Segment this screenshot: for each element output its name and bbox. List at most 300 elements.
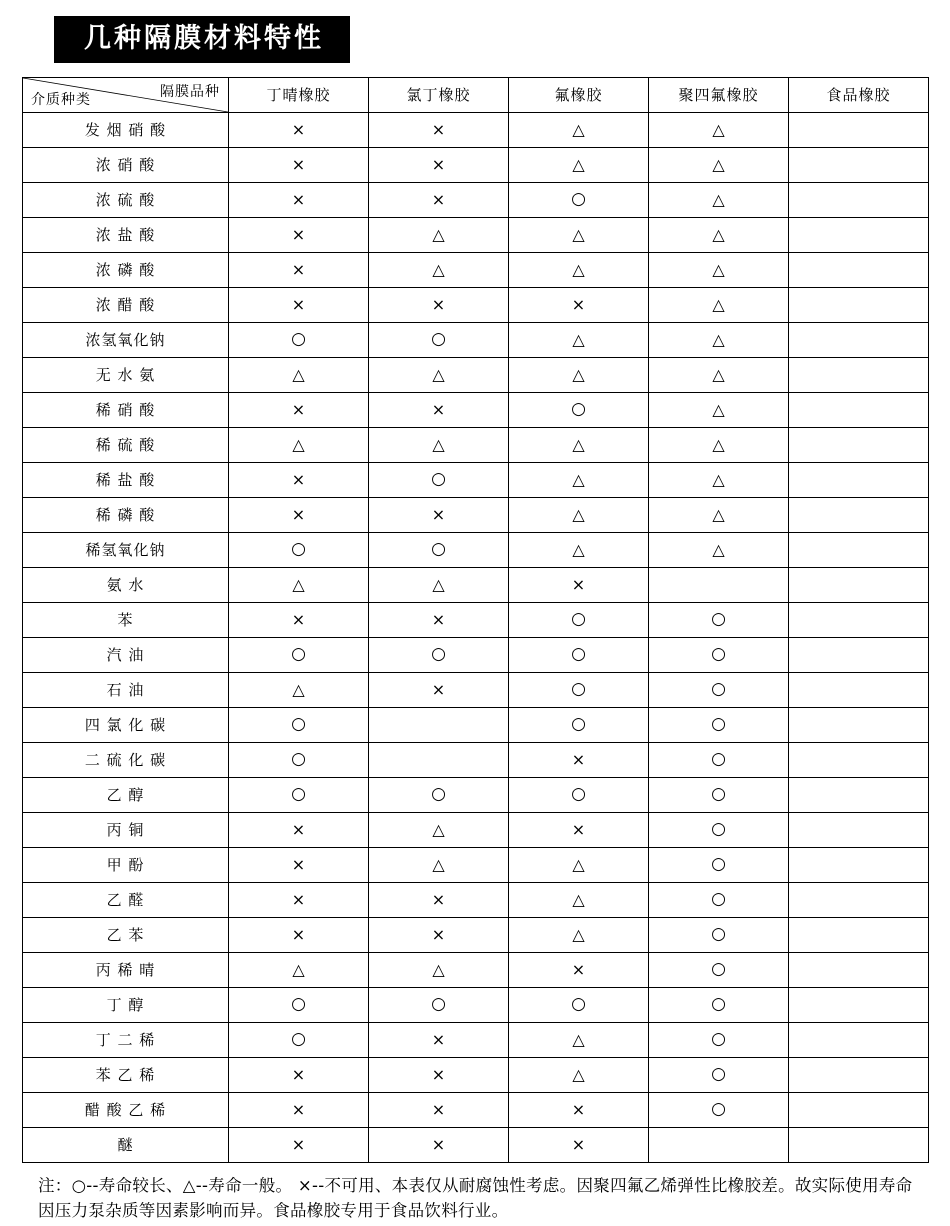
table-cell [509, 987, 649, 1022]
rating-symbol: ○ [711, 924, 726, 945]
rating-symbol: × [291, 819, 306, 839]
rating-symbol: △ [572, 259, 585, 279]
table-cell [789, 112, 929, 147]
table-cell [789, 987, 929, 1022]
table-cell [509, 392, 649, 427]
rating-symbol: ○ [431, 539, 446, 560]
rating-symbol: ○ [711, 714, 726, 735]
rating-symbol: △ [572, 224, 585, 244]
corner-label-media: 介质种类 [31, 91, 91, 108]
table-row [23, 637, 929, 672]
row-media-label: 四 氯 化 碳 [23, 707, 229, 742]
rating-symbol: ○ [571, 784, 586, 805]
table-cell [789, 462, 929, 497]
table-cell [789, 1092, 929, 1127]
row-media-label: 苯 [23, 602, 229, 637]
table-cell [369, 917, 509, 952]
table-cell [509, 147, 649, 182]
table-cell [229, 532, 369, 567]
rating-symbol: △ [712, 469, 725, 489]
table-cell [229, 882, 369, 917]
table-cell [789, 1057, 929, 1092]
table-cell [789, 777, 929, 812]
rating-symbol: ○ [711, 889, 726, 910]
rating-symbol: × [291, 889, 306, 909]
row-media-label: 石 油 [23, 672, 229, 707]
table-cell [649, 567, 789, 602]
table-cell [789, 532, 929, 567]
table-row [23, 1127, 929, 1162]
table-header [23, 77, 929, 112]
row-media-label: 甲 酚 [23, 847, 229, 882]
rating-symbol: × [431, 504, 446, 524]
table-cell [229, 357, 369, 392]
table-cell [369, 637, 509, 672]
rating-symbol: △ [572, 539, 585, 559]
table-cell [509, 952, 649, 987]
rating-symbol: △ [712, 329, 725, 349]
table-cell [509, 812, 649, 847]
table-cell [509, 637, 649, 672]
table-cell [229, 497, 369, 532]
table-row [23, 182, 929, 217]
row-media-label: 醋 酸 乙 稀 [23, 1092, 229, 1127]
table-cell [789, 427, 929, 462]
table-cell [789, 287, 929, 322]
table-cell [789, 1127, 929, 1162]
table-cell [649, 637, 789, 672]
rating-symbol: ○ [711, 1029, 726, 1050]
table-cell [509, 182, 649, 217]
table-cell [229, 952, 369, 987]
table-cell [369, 532, 509, 567]
rating-symbol: ○ [291, 539, 306, 560]
table-row [23, 882, 929, 917]
table-cell [509, 707, 649, 742]
rating-symbol: × [291, 294, 306, 314]
table-cell [229, 917, 369, 952]
rating-symbol: × [291, 119, 306, 139]
table-cell [369, 567, 509, 602]
table-cell [649, 1127, 789, 1162]
table-cell [509, 287, 649, 322]
table-row [23, 462, 929, 497]
rating-symbol: × [431, 1099, 446, 1119]
rating-symbol: ○ [571, 189, 586, 210]
table-row [23, 357, 929, 392]
table-cell [789, 917, 929, 952]
rating-symbol: × [291, 924, 306, 944]
table-cell [789, 567, 929, 602]
table-row [23, 427, 929, 462]
table-cell [509, 532, 649, 567]
column-header-material-3: 聚四氟橡胶 [649, 77, 789, 112]
table-cell [229, 742, 369, 777]
table-row [23, 812, 929, 847]
rating-symbol: × [431, 119, 446, 139]
table-body [23, 112, 929, 1162]
rating-symbol: △ [572, 1029, 585, 1049]
table-row [23, 1022, 929, 1057]
rating-symbol: ○ [711, 644, 726, 665]
rating-symbol: △ [712, 364, 725, 384]
footnote: 注：○--寿命较长、△--寿命一般。 ×--不可用、本表仅从耐腐蚀性考虑。因聚四氟乙烯弹性比橡胶差。故实际使用寿命因压力泵杂质等因素影响而异。食品橡胶专用于食品饮料行业。 [38, 1175, 913, 1221]
table-cell [649, 602, 789, 637]
table-cell [649, 252, 789, 287]
table-row [23, 1057, 929, 1092]
rating-symbol: △ [432, 854, 445, 874]
table-cell [789, 952, 929, 987]
table-row [23, 1092, 929, 1127]
table-row [23, 987, 929, 1022]
rating-symbol: × [431, 889, 446, 909]
rating-symbol: △ [572, 889, 585, 909]
rating-symbol: △ [712, 189, 725, 209]
row-media-label: 氨 水 [23, 567, 229, 602]
table-cell [229, 987, 369, 1022]
table-cell [229, 392, 369, 427]
table-cell [649, 1022, 789, 1057]
table-row [23, 532, 929, 567]
table-cell [229, 1022, 369, 1057]
table-cell [369, 497, 509, 532]
table-cell [789, 322, 929, 357]
corner-label-material: 隔膜品种 [160, 83, 220, 100]
rating-symbol: × [431, 1029, 446, 1049]
rating-symbol: × [431, 1134, 446, 1154]
table-cell [229, 462, 369, 497]
rating-symbol: ○ [711, 749, 726, 770]
table-row [23, 567, 929, 602]
table-cell [649, 182, 789, 217]
row-media-label: 稀氢氧化钠 [23, 532, 229, 567]
table-cell [649, 322, 789, 357]
row-media-label: 稀 盐 酸 [23, 462, 229, 497]
rating-symbol: × [291, 469, 306, 489]
rating-symbol: × [431, 399, 446, 419]
table-row [23, 847, 929, 882]
rating-symbol: ○ [291, 994, 306, 1015]
rating-symbol: △ [432, 819, 445, 839]
rating-symbol: △ [712, 119, 725, 139]
rating-symbol: × [291, 1099, 306, 1119]
rating-symbol: △ [572, 469, 585, 489]
rating-symbol: × [431, 679, 446, 699]
row-media-label: 浓氢氧化钠 [23, 322, 229, 357]
table-cell [649, 147, 789, 182]
rating-symbol: ○ [711, 854, 726, 875]
rating-symbol: × [291, 1134, 306, 1154]
table-cell [369, 357, 509, 392]
row-media-label: 稀 磷 酸 [23, 497, 229, 532]
table-cell [369, 112, 509, 147]
rating-symbol: ○ [711, 1099, 726, 1120]
table-row [23, 707, 929, 742]
rating-symbol: ○ [711, 679, 726, 700]
row-media-label: 浓 硝 酸 [23, 147, 229, 182]
table-cell [509, 322, 649, 357]
rating-symbol: △ [432, 959, 445, 979]
rating-symbol: ○ [711, 994, 726, 1015]
table-row [23, 602, 929, 637]
rating-symbol: × [571, 294, 586, 314]
table-cell [369, 602, 509, 637]
table-cell [649, 952, 789, 987]
table-cell [649, 917, 789, 952]
table-cell [229, 1057, 369, 1092]
column-header-material-2: 氟橡胶 [509, 77, 649, 112]
rating-symbol: ○ [711, 609, 726, 630]
table-cell [509, 847, 649, 882]
rating-symbol: △ [712, 224, 725, 244]
table-cell [369, 952, 509, 987]
table-cell [789, 742, 929, 777]
rating-symbol: △ [572, 924, 585, 944]
rating-symbol: × [291, 259, 306, 279]
table-cell [229, 1092, 369, 1127]
table-cell [229, 672, 369, 707]
table-cell [369, 1092, 509, 1127]
rating-symbol: △ [712, 399, 725, 419]
table-cell [229, 637, 369, 672]
table-cell [509, 497, 649, 532]
table-cell [229, 287, 369, 322]
rating-symbol: × [431, 1064, 446, 1084]
table-cell [649, 112, 789, 147]
rating-symbol: ○ [431, 784, 446, 805]
row-media-label: 浓 醋 酸 [23, 287, 229, 322]
rating-symbol: △ [292, 364, 305, 384]
column-header-material-0: 丁晴橡胶 [229, 77, 369, 112]
rating-symbol: ○ [571, 994, 586, 1015]
rating-symbol: ○ [711, 1064, 726, 1085]
table-row [23, 917, 929, 952]
rating-symbol: ○ [711, 819, 726, 840]
table-cell [649, 672, 789, 707]
table-cell [369, 427, 509, 462]
table-cell [229, 147, 369, 182]
table-row [23, 217, 929, 252]
table-cell [789, 602, 929, 637]
rating-symbol: ○ [571, 644, 586, 665]
rating-symbol: △ [572, 434, 585, 454]
rating-symbol: × [291, 154, 306, 174]
table-cell [229, 707, 369, 742]
table-cell [229, 112, 369, 147]
table-row [23, 392, 929, 427]
table-cell [369, 252, 509, 287]
table-cell [369, 322, 509, 357]
table-cell [229, 427, 369, 462]
table-row [23, 112, 929, 147]
rating-symbol: × [291, 854, 306, 874]
table-cell [369, 287, 509, 322]
table-cell [369, 217, 509, 252]
rating-symbol: △ [572, 504, 585, 524]
table-cell [369, 147, 509, 182]
rating-symbol: △ [572, 1064, 585, 1084]
column-header-material-4: 食品橡胶 [789, 77, 929, 112]
table-cell [649, 1092, 789, 1127]
table-cell [509, 252, 649, 287]
rating-symbol: × [571, 959, 586, 979]
row-media-label: 浓 磷 酸 [23, 252, 229, 287]
table-cell [229, 602, 369, 637]
rating-symbol: △ [572, 854, 585, 874]
rating-symbol: ○ [291, 644, 306, 665]
table-row [23, 497, 929, 532]
rating-symbol: × [291, 504, 306, 524]
rating-symbol: △ [712, 294, 725, 314]
rating-symbol: × [431, 609, 446, 629]
rating-symbol: ○ [431, 644, 446, 665]
rating-symbol: × [431, 924, 446, 944]
rating-symbol: △ [712, 539, 725, 559]
table-cell [789, 182, 929, 217]
table-row [23, 287, 929, 322]
table-cell [509, 602, 649, 637]
table-cell [789, 217, 929, 252]
table-cell [509, 742, 649, 777]
rating-symbol: × [571, 749, 586, 769]
table-cell [229, 182, 369, 217]
row-media-label: 苯 乙 稀 [23, 1057, 229, 1092]
table-cell [789, 672, 929, 707]
table-row [23, 147, 929, 182]
table-row [23, 952, 929, 987]
rating-symbol: × [431, 154, 446, 174]
rating-symbol: × [291, 609, 306, 629]
rating-symbol: ○ [291, 1029, 306, 1050]
rating-symbol: △ [712, 434, 725, 454]
row-media-label: 稀 硫 酸 [23, 427, 229, 462]
header-row [23, 77, 929, 112]
rating-symbol: △ [432, 574, 445, 594]
table-cell [509, 1022, 649, 1057]
rating-symbol: ○ [571, 679, 586, 700]
table-cell [369, 742, 509, 777]
table-cell [649, 987, 789, 1022]
table-cell [229, 847, 369, 882]
row-media-label: 丁 二 稀 [23, 1022, 229, 1057]
table-cell [369, 882, 509, 917]
row-media-label: 丙 铜 [23, 812, 229, 847]
rating-symbol: △ [292, 574, 305, 594]
table-cell [509, 917, 649, 952]
table-row [23, 672, 929, 707]
table-cell [229, 322, 369, 357]
rating-symbol: × [291, 1064, 306, 1084]
table-cell [369, 1127, 509, 1162]
table-cell [789, 882, 929, 917]
rating-symbol: × [571, 819, 586, 839]
table-cell [789, 1022, 929, 1057]
table-cell [509, 1092, 649, 1127]
rating-symbol: △ [572, 119, 585, 139]
rating-symbol: △ [292, 434, 305, 454]
table-cell [649, 427, 789, 462]
page-title: 几种隔膜材料特性 [54, 16, 350, 63]
table-cell [649, 1057, 789, 1092]
table-cell [509, 112, 649, 147]
table-cell [649, 497, 789, 532]
rating-symbol: × [571, 574, 586, 594]
rating-symbol: × [291, 399, 306, 419]
table-cell [509, 1127, 649, 1162]
rating-symbol: ○ [431, 329, 446, 350]
table-cell [789, 357, 929, 392]
rating-symbol: ○ [291, 784, 306, 805]
table-cell [789, 252, 929, 287]
rating-symbol: × [431, 189, 446, 209]
table-cell [509, 672, 649, 707]
row-media-label: 二 硫 化 碳 [23, 742, 229, 777]
rating-symbol: ○ [711, 959, 726, 980]
rating-symbol: ○ [711, 784, 726, 805]
table-cell [649, 357, 789, 392]
table-row [23, 742, 929, 777]
table-cell [789, 812, 929, 847]
table-row [23, 252, 929, 287]
row-media-label: 无 水 氨 [23, 357, 229, 392]
table-cell [789, 392, 929, 427]
rating-symbol: × [291, 224, 306, 244]
row-media-label: 丙 稀 晴 [23, 952, 229, 987]
table-row [23, 777, 929, 812]
rating-symbol: △ [432, 364, 445, 384]
table-cell [649, 812, 789, 847]
table-cell [789, 707, 929, 742]
table-cell [369, 707, 509, 742]
table-cell [369, 672, 509, 707]
table-cell [369, 777, 509, 812]
row-media-label: 乙 苯 [23, 917, 229, 952]
table-cell [789, 637, 929, 672]
table-row [23, 322, 929, 357]
table-cell [369, 812, 509, 847]
row-media-label: 丁 醇 [23, 987, 229, 1022]
table-cell [649, 392, 789, 427]
row-media-label: 乙 醛 [23, 882, 229, 917]
rating-symbol: × [571, 1134, 586, 1154]
table-cell [649, 462, 789, 497]
table-cell [369, 182, 509, 217]
table-cell [509, 1057, 649, 1092]
table-cell [649, 217, 789, 252]
row-media-label: 汽 油 [23, 637, 229, 672]
material-properties-table [22, 77, 929, 1163]
table-cell [369, 1057, 509, 1092]
rating-symbol: ○ [571, 714, 586, 735]
table-cell [509, 567, 649, 602]
rating-symbol: ○ [431, 469, 446, 490]
table-cell [649, 847, 789, 882]
table-cell [789, 497, 929, 532]
table-cell [789, 147, 929, 182]
rating-symbol: △ [432, 224, 445, 244]
rating-symbol: △ [432, 259, 445, 279]
table-cell [229, 777, 369, 812]
rating-symbol: ○ [291, 714, 306, 735]
rating-symbol: △ [572, 154, 585, 174]
table-cell [369, 1022, 509, 1057]
table-cell [369, 987, 509, 1022]
table-cell [789, 847, 929, 882]
table-cell [369, 462, 509, 497]
rating-symbol: △ [432, 434, 445, 454]
table-cell [649, 287, 789, 322]
table-cell [649, 777, 789, 812]
